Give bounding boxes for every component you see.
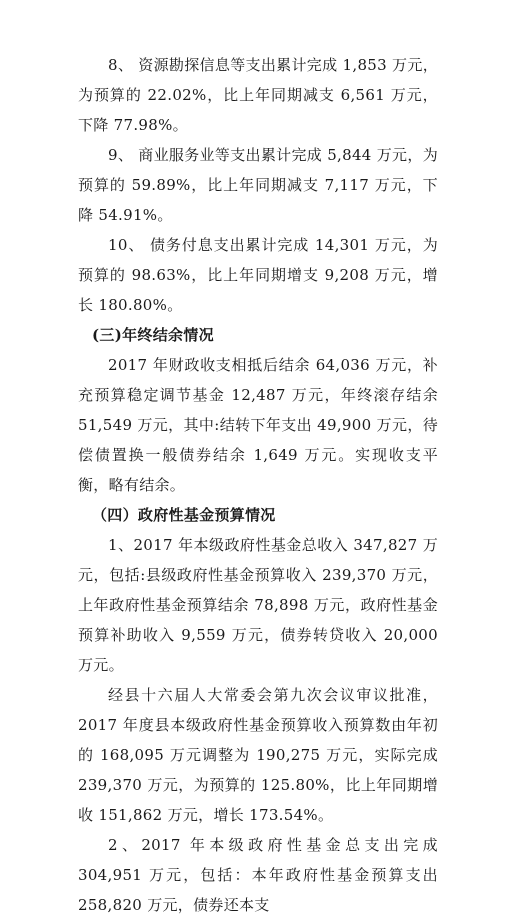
item-8-paragraph: 8、 资源勘探信息等支出累计完成 1,853 万元，为预算的 22.02%，比上年同期减支 6,561 万元，下降 77.98%。 <box>78 56 438 134</box>
document-body <box>78 50 438 920</box>
section-3-heading: (三)年终结余情况 <box>92 326 214 344</box>
section-3-paragraph: 2017 年财政收支相抵后结余 64,036 万元，补充预算稳定调节基金 12,487 万元，年终滚存结余 51,549 万元，其中:结转下年支出 49,900 万元，待偿债置换一般债券结余 1,649 万元。实现收支平衡，略有结余。 <box>78 356 438 494</box>
section-4-paragraph-3: 2、2017 年本级政府性基金总支出完成 304,951 万元，包括：本年政府性基金预算支出 258,820 万元，债券还本支 <box>78 836 438 914</box>
item-9-paragraph: 9、 商业服务业等支出累计完成 5,844 万元，为预算的 59.89%，比上年同期减支 7,117 万元，下降 54.91%。 <box>78 146 438 224</box>
section-4-paragraph-1: 1、2017 年本级政府性基金总收入 347,827 万元，包括:县级政府性基金预算收入 239,370 万元，上年政府性基金预算结余 78,898 万元，政府性基金预算补助收入 9,559 万元，债券转贷收入 20,000 万元。 <box>78 536 438 674</box>
section-4-heading: （四）政府性基金预算情况 <box>92 506 276 524</box>
section-4-paragraph-2: 经县十六届人大常委会第九次会议审议批准，2017 年度县本级政府性基金预算收入预算数由年初的 168,095 万元调整为 190,275 万元，实际完成 239,370 万元，为预算的 125.80%，比上年同期增收 151,862 万元，增长 173.54%。 <box>78 686 438 824</box>
item-10-paragraph: 10、 债务付息支出累计完成 14,301 万元，为预算的 98.63%，比上年同期增支 9,208 万元，增长 180.80%。 <box>78 236 438 314</box>
